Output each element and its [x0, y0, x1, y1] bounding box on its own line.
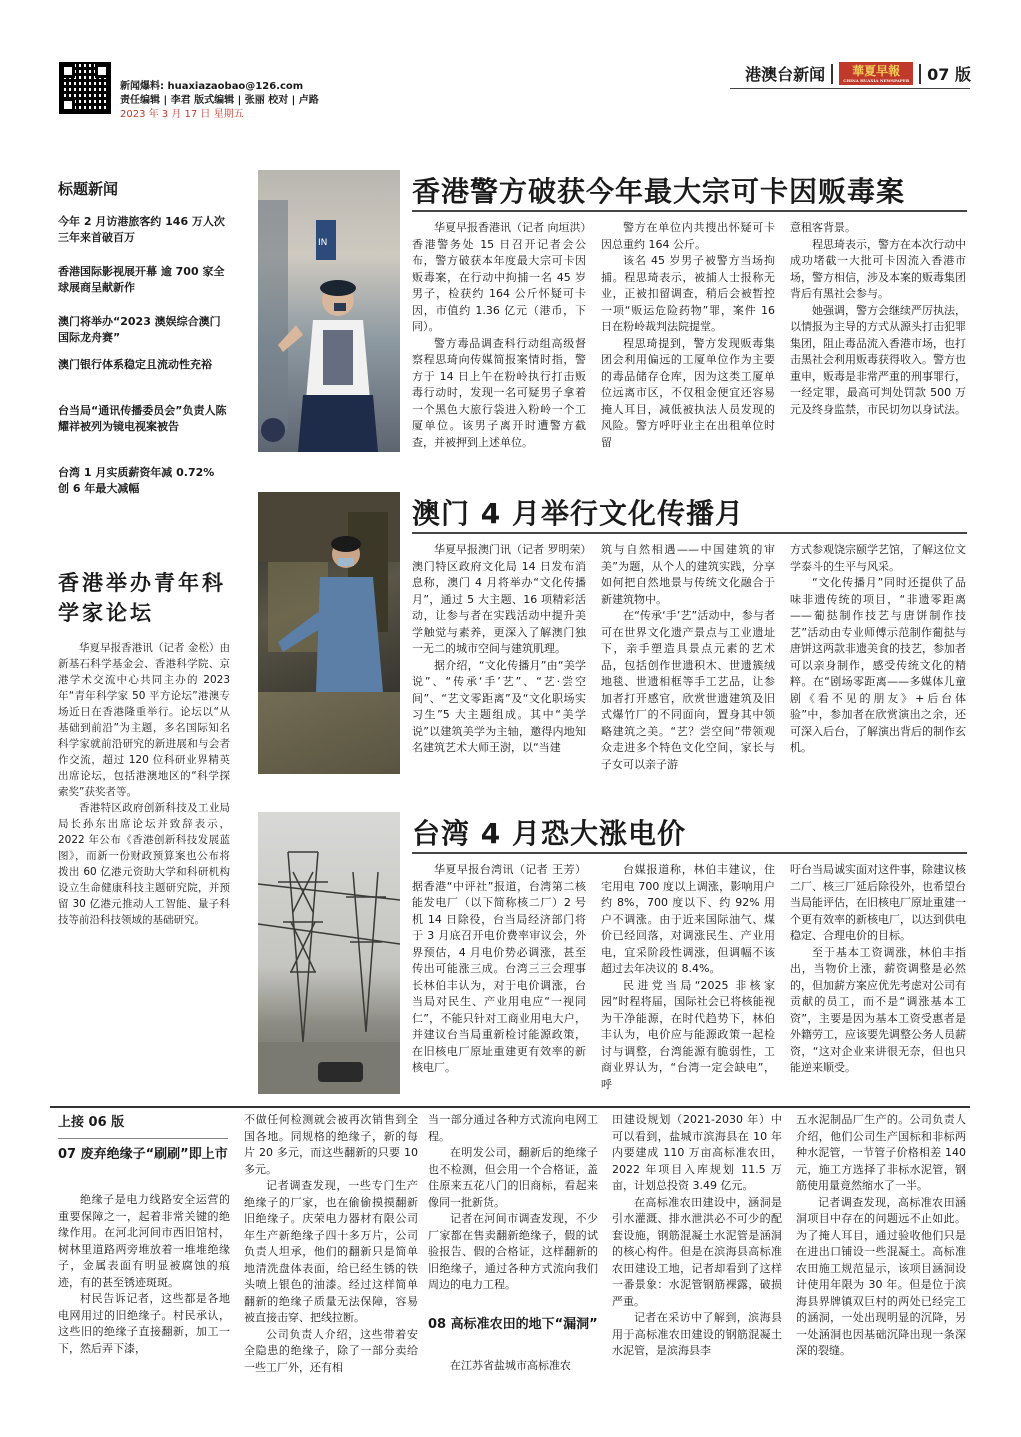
article-2-col-1: 华夏早报澳门讯（记者 罗明荣）澳门特区政府文化局 14 日发布消息称，澳门 4 月将举办“文化传播月”，通过 5 大主题、16 项精彩活动，让参与者在实践活动中提升美学触觉与素养，更深入了解澳门独一无二的城市空间与建筑肌理。 据介绍，“文化传播月”由“美学说”、“传承‘手’艺”、“艺·尝空间”、“艺文零距离”及“文化职场实习生”5 大主题组成。其中“美学说”以建筑美学为主轴，邀得内地知名建筑艺术大师王澍，以“当建 — [412, 543, 586, 754]
article-2-rule — [412, 532, 967, 534]
header-info — [120, 80, 319, 122]
svg-text:IN: IN — [318, 238, 328, 248]
forum-title: 香港举办青年科学家论坛 — [58, 571, 226, 625]
article-1-col-2: 警方在单位内共搜出怀疑可卡因总重约 164 公斤。 该名 45 岁男子被警方当场拘捕。程思琦表示，被捕人士报称无业，正被扣留调查，稍后会被暂控一项“贩运危险药物”罪，案件 16 日在粉岭裁判法院提堂。 程思琦提到，警方发现贩毒集团会利用偏远的工厦单位作为主要的毒品储存仓库，因为这类工厦单位远离市区，不仅租金便宜还容易掩人耳目，减低被执法人员发现的风险。警方呼吁业主在出租单位时留 — [601, 221, 775, 449]
continued-col-5: 五水泥制品厂生产的。公司负责人介绍，他们公司生产国标和非标两种水泥管，一节管子价格相差 140 元，施工方选择了非标水泥管，钢筋使用量竟然缩水了一半。 记者调查发现，高标准农田涵洞项目中存在的问题远不止如此。为了掩人耳目，通过验收他们只是在进出口铺设一些混凝土。高标准农田施工规范显示，该项目涵洞设计使用年限为 30 年。但是位于滨海县界牌镇双巨村的两处已经完工的涵洞，一处出现明显的沉降，另一处涵洞也因基础沉降出现一条深深的裂缝。 — [796, 1113, 966, 1357]
continued-label-rule — [58, 1138, 228, 1139]
article-3-title: 台湾 4 月恐大涨电价 — [412, 817, 686, 850]
sub-title-07: 07 废弃绝缘子“刷刷”即上市 — [58, 1147, 228, 1162]
article-1-title: 香港警方破获今年最大宗可卡因贩毒案 — [412, 175, 906, 208]
header-right — [745, 62, 971, 85]
issue-date: 2023 年 3 月 17 日 星期五 — [120, 109, 244, 120]
article-2-col-3: 方式参观饶宗颐学艺馆，了解这位文学泰斗的生平与风采。 “文化传播月”同时还提供了品味非遗传统的项目，“非遗零距离——葡挞制作技艺与唐饼制作技艺”活动由专业师傅示范制作葡挞与唐饼这两款非遗美食的技艺，参加者可以亲身制作，感受传统文化的精粹。在“剧场零距离——多媒体儿童剧《看不见的朋友》+后台体验”中，参加者在欣赏演出之余，还可深入后台，了解演出背后的制作玄机。 — [790, 543, 966, 754]
exhibition-photo — [258, 492, 400, 774]
police-officer-illustration — [258, 170, 400, 452]
continued-label: 上接 06 版 — [58, 1115, 125, 1130]
article-3-col-1: 华夏早报台湾讯（记者 王芳）据香港“中评社”报道，台湾第二核能发电厂（以下简称核二厂）2 号机 14 日除役，台当局经济部门将于 3 月底召开电价费率审议会，外界预估，4 月电价势必调涨，甚至传出可能涨三成。台湾三三会理事长林伯丰认为，对于电价调涨，台当局对民生、产业用电应“一视同仁”，不能只针对工商业用电大户，并建议台当局重新检讨能源政策，在旧核电厂原址重建更有效率的新核电厂。 — [412, 863, 586, 1074]
article-3-rule — [412, 852, 967, 854]
forum-paragraph: 香港特区政府创新科技及工业局局长孙东出席论坛并致辞表示，2022 年公布《香港创新科技发展蓝图》，而新一份财政预算案也公布将拨出 60 亿港元资助大学和科研机构设立生命健康科技主题研究院，并预留 30 亿港元推动人工智能、量子科技等前沿科技领域的基础研究。 — [58, 802, 230, 926]
continued-rule — [50, 1106, 970, 1108]
headline-item[interactable]: 澳门银行体系稳定且流动性充裕 — [58, 358, 212, 371]
article-3-col-3: 吁台当局诚实面对这件事，除建议核二厂、核三厂延后除役外，也希望台当局能评估，在旧核电厂原址重建一个更有效率的新核电厂，以达到供电稳定、合理电价的目标。 至于基本工资调涨，林伯丰指出，当物价上涨，薪资调整是必然的，但加薪方案应优先考虑对公司有贡献的员工，而不是“调涨基本工资”，主要是因为基本工资受惠者是外籍劳工，应该要先调整公务人员薪资，“这对企业来讲很无奈，但也只能逆来顺受。 — [790, 863, 966, 1074]
headline-item[interactable]: 今年 2 月访港旅客约 146 万人次 三年来首破百万 — [58, 215, 225, 244]
article-2-col-2: 筑与自然相遇——中国建筑的审美”为题，从个人的建筑实践，分享如何把自然地景与传统文化融合于新建筑物中。 在“传承‘手’艺”活动中，参与者可在世界文化遗产景点与工业遗址下，亲手塑造具景点元素的艺术品，包括创作世遗积木、世遗簇绒地毯、世遗相框等手工艺品，让参加者打开感官，欣赏世遗建筑及旧式爆竹厂的不同面向，置身其中领略建筑之美。“艺？尝空间”带领观众走进多个特色文化空间，家长与子女可以亲子游 — [601, 543, 775, 771]
continued-col-4: 田建设规划（2021-2030 年）中可以看到，盐城市滨海县在 10 年内要建成 110 万亩高标准农田，2022 年项目入库规划 11.5 万亩，计划总投资 3.49 亿元。 在高标准农田建设中，涵洞是引水灌溉、排水泄洪必不可少的配套设施，钢筋混凝土水泥管是涵洞的核心构件。但是在滨海县高标准农田建设工地，记者却看到了这样一番景象：水泥管钢筋裸露，破损严重。 记者在采访中了解到，滨海县用于高标准农田建设的钢筋混凝土水泥管，是滨海县李 — [612, 1113, 782, 1357]
headlines-title: 标题新闻 — [58, 180, 119, 198]
section-name: 港澳台新闻 — [745, 65, 826, 84]
article-3-col-2: 台媒报道称，林伯丰建议，住宅用电 700 度以上调涨，影响用户约 8%，700 度以下、约 92% 用户不调涨。由于近来国际油气、煤价已经回落，对调涨民生、产业用电，宜采阶段性调涨，但调幅不该超过去年决议的 8.4%。 民进党当局“2025 非核家园”时程将届，国际社会已将核能视为干净能源，在时代趋势下，林伯丰认为，电价应与能源政策一起检讨与调整，台湾能源有脆弱性，工商业界认为，“台湾一定会缺电”，呼 — [601, 863, 775, 1091]
headline-item[interactable]: 澳门将举办“2023 澳娱综合澳门国际龙舟赛” — [58, 315, 221, 344]
headline-item[interactable]: 台湾 1 月实质薪资年减 0.72% 创 6 年最大减幅 — [58, 466, 215, 495]
article-2-title: 澳门 4 月举行文化传播月 — [412, 497, 744, 530]
editors: 责任编辑 | 李君 版式编辑 | 张丽 校对 | 卢路 — [120, 95, 319, 106]
sub-title-08: 08 高标准农田的地下“漏洞” — [428, 1317, 598, 1332]
article-1-col-3: 意租客背景。 程思琦表示，警方在本次行动中成功堵截一大批可卡因流入香港市场，警方相信，涉及本案的贩毒集团背后有黑社会参与。 她强调，警方会继续严厉执法，以情报为主导的方式从源头打击犯罪集团，阻止毒品流入香港市场，也打击黑社会利用贩毒获得收入。警方也重申，贩毒是非常严重的刑事罪行，一经定罪，最高可判处罚款 500 万元及终身监禁，市民切勿以身试法。 — [790, 221, 966, 416]
hotline: 新闻爆料: huaxiazaobao@126.com — [120, 81, 304, 92]
headline-list — [58, 214, 228, 505]
header-rule — [730, 88, 970, 89]
newspaper-logo: 華夏早報 CHINA HUAXIA NEWSPAPER — [839, 62, 913, 85]
power-tower-photo — [258, 812, 400, 1094]
headline-item[interactable]: 香港国际影视展开幕 逾 700 家全球展商呈献新作 — [58, 265, 225, 294]
article-1-rule — [412, 210, 967, 212]
continued-col-3-intro: 在江苏省盐城市高标准农 — [450, 1359, 571, 1372]
article-1-col-1: 华夏早报香港讯（记者 向垣洪）香港警务处 15 日召开记者会公布，警方破获本年度最大宗可卡因贩毒案，在行动中拘捕一名 45 岁男子，检获约 164 公斤怀疑可卡因，市值约 1.36 亿元（港币，下同）。 警方毒品调查科行动组高级督察程思琦向传媒简报案情时指，警方于 14 日上午在粉岭执行打击贩毒行动时，发现一名可疑男子拿着一个黑色大旅行袋进入粉岭一个工厦单位。该男子离开时遭警方截查，并被押到上述单位。 — [412, 221, 586, 449]
police-photo — [258, 170, 400, 452]
forum-body — [58, 640, 230, 928]
transmission-tower-illustration — [258, 812, 400, 1094]
forum-paragraph: 华夏早报香港讯（记者 金松）由新基石科学基金会、香港科学院、京港学术交流中心共同主办的 2023 年“青年科学家 50 平方论坛”港澳专场近日在香港隆重举行。论坛以“从基础到前沿”为主题，多名国际知名科学家就前沿研究的新进展和与会者作交流，超过 120 位科研业界精英出席论坛，包括港澳地区的“科学探索奖”获奖者等。 — [58, 642, 230, 798]
page-number: 07 版 — [927, 65, 971, 84]
continued-col-1: 绝缘子是电力线路安全运营的重要保障之一，起着非常关键的绝缘作用。在河北河间市西旧馆村，树林里道路两旁堆放着一堆堆绝缘子，金属表面有明显被腐蚀的痕迹，有的甚至锈迹斑斑。 村民告诉记者，这些都是各地电网用过的旧绝缘子。村民承认，这些旧的绝缘子直接翻新，加工一下，然后弄下漆， — [58, 1193, 230, 1355]
continued-col-3: 当一部分通过各种方式流向电网工程。 在明发公司，翻新后的绝缘子也不检测，但会用一个合格证，盖住原来五花八门的旧商标，看起来像同一批新货。 记者在河间市调查发现，不少厂家都在售卖翻新绝缘子，假的试验报告、假的合格证，这样翻新的旧绝缘子，通过各种方式流向我们周边的电力工程。 — [428, 1113, 598, 1291]
museum-visitor-illustration — [258, 492, 400, 774]
continued-col-2: 不做任何检测就会被再次销售到全国各地。同规格的绝缘子，新的每片 20 多元，而这些翻新的只要 10 多元。 记者调查发现，一些专门生产绝缘子的厂家，也在偷偷摸摸翻新旧绝缘子。庆荣电力器材有限公司年生产新绝缘子四十多万片，公司负责人坦承，他们的翻新只是简单地清洗盘体表面，给已经生锈的铁头喷上银色的油漆。经过这样简单翻新的绝缘子质量无法保障，容易被直接击穿、把线拉断。 公司负责人介绍，这些带着安全隐患的绝缘子，除了一部分卖给一些工厂外，还有相 — [244, 1113, 418, 1374]
headline-item[interactable]: 台当局“通讯传播委员会”负责人陈耀祥被列为镜电视案被告 — [58, 404, 227, 433]
qr-code — [59, 62, 111, 114]
